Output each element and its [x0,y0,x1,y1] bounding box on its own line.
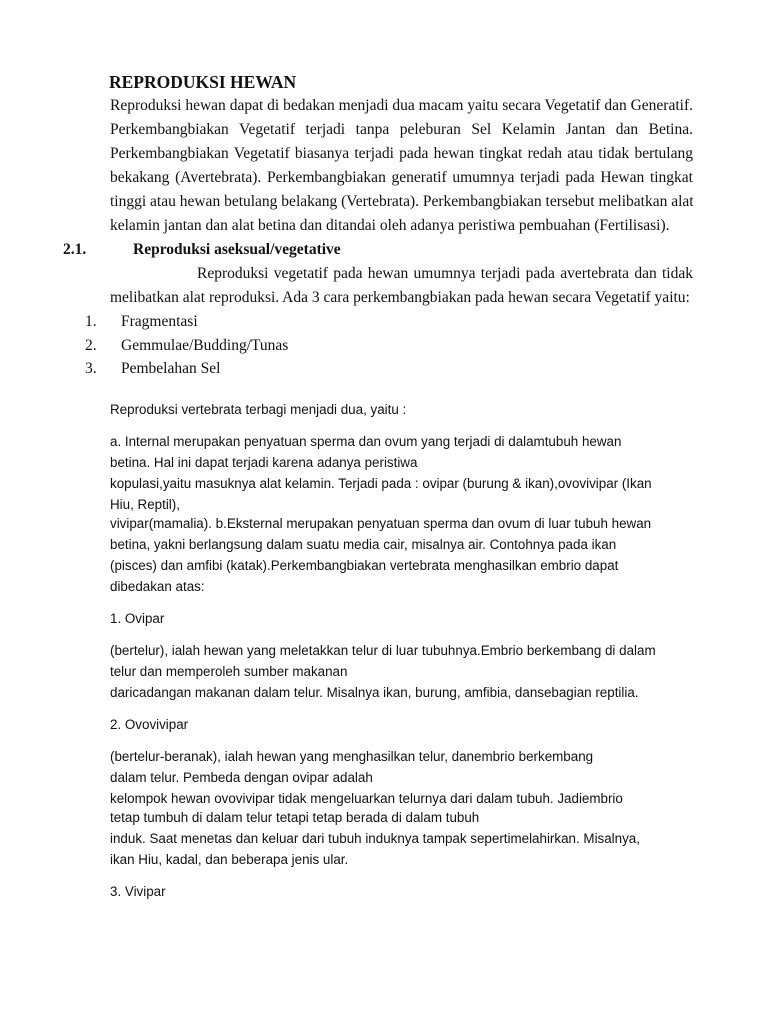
para-a-line: a. Internal merupakan penyatuan sperma dan ovum yang terjadi di dalamtubuh hewan [110,434,622,449]
ovipar-line: daricadangan makanan dalam telur. Misalnya ikan, burung, amfibia, dansebagian reptilia. [110,685,639,700]
intro-line-5: tinggi atau hewan betulang belakang (Vertebrata). Perkembangbiakan tersebut melibatkan alat [110,193,694,210]
vertebrata-intro: Reproduksi vertebrata terbagi menjadi dua, yaitu : [110,402,407,417]
ovovivipar-line: ikan Hiu, kadal, dan beberapa jenis ular. [110,852,349,867]
ovipar-heading: 1. Ovipar [110,611,165,626]
para-a-line: kopulasi,yaitu masuknya alat kelamin. Terjadi pada : ovipar (burung & ikan),ovovivipar (Ikan [110,476,652,491]
ovovivipar-heading: 2. Ovovivipar [110,717,189,732]
para-a-line: betina, yakni berlangsung dalam suatu media cair, misalnya air. Contohnya pada ikan [110,537,617,552]
para-a-line: (pisces) dan amfibi (katak).Perkembangbiakan vertebrata menghasilkan embrio dapat [110,558,619,573]
para-a-line: dibedakan atas: [110,579,205,594]
intro-line-4: bekakang (Avertebrata). Perkembangbiakan generatif umumnya terjadi pada Hewan tingkat [110,169,693,186]
list-item: Pembelahan Sel [121,360,221,377]
section-number: 2.1. [63,241,87,258]
page-title: REPRODUKSI HEWAN [109,72,297,92]
ovipar-line: telur dan memperoleh sumber makanan [110,664,348,679]
intro-line-1: Reproduksi hewan dapat di bedakan menjadi dua macam yaitu secara Vegetatif dan Generatif. [110,97,693,114]
intro-line-3: Perkembangbiakan Vegetatif biasanya terjadi pada hewan tingkat redah atau tidak bertulang [110,145,693,162]
list-item: Fragmentasi [121,313,198,330]
para-a-line: betina. Hal ini dapat terjadi karena adanya peristiwa [110,455,418,470]
intro-line-2: Perkembangbiakan Vegetatif terjadi tanpa peleburan Sel Kelamin Jantan dan Betina. [110,121,693,138]
ovovivipar-line: kelompok hewan ovovivipar tidak mengeluarkan telurnya dari dalam tubuh. Jadiembrio [110,791,623,806]
intro-line-6: kelamin jantan dan alat betina dan ditandai oleh adanya peristiwa pembuahan (Fertilisasi). [110,217,670,234]
para-a-line: vivipar(mamalia). b.Eksternal merupakan penyatuan sperma dan ovum di luar tubuh hewan [110,516,652,531]
list-item: Gemmulae/Budding/Tunas [121,337,289,354]
section-line-1: Reproduksi vegetatif pada hewan umumnya terjadi pada avertebrata dan tidak [197,265,693,282]
ovovivipar-line: tetap tumbuh di dalam telur tetapi tetap berada di dalam tubuh [110,810,480,825]
section-line-2: melibatkan alat reproduksi. Ada 3 cara perkembangbiakan pada hewan secara Vegetatif yaitu: [110,289,690,306]
ovovivipar-line: dalam telur. Pembeda dengan ovipar adalah [110,770,373,785]
list-item-number: 3. [85,360,97,377]
ovovivipar-line: induk. Saat menetas dan keluar dari tubuh induknya tampak sepertimelahirkan. Misalnya, [110,831,640,846]
ovovivipar-line: (bertelur-beranak), ialah hewan yang menghasilkan telur, danembrio berkembang [110,749,594,764]
list-item-number: 2. [85,337,97,354]
section-heading: Reproduksi aseksual/vegetative [133,241,341,258]
para-a-line: Hiu, Reptil), [110,497,180,512]
ovipar-line: (bertelur), ialah hewan yang meletakkan telur di luar tubuhnya.Embrio berkembang di dalam [110,643,656,658]
list-item-number: 1. [85,313,97,330]
vivipar-heading: 3. Vivipar [110,884,166,899]
